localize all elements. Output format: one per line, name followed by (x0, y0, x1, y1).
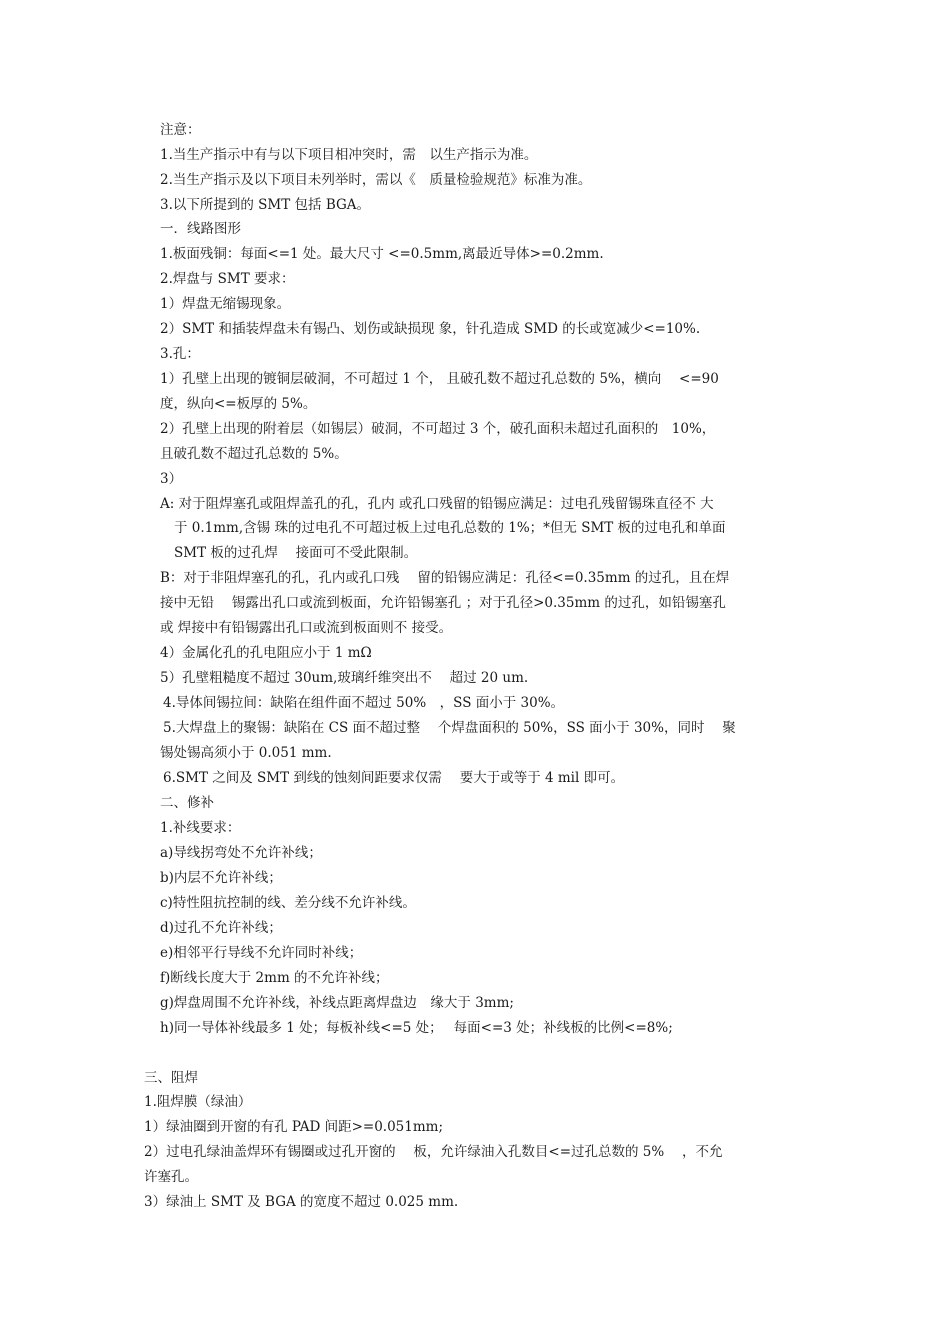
text-line: A: 对于阻焊塞孔或阻焊盖孔的孔，孔内 或孔口残留的铅锡应满足：过电孔残留锡珠直径不 大 (160, 496, 714, 512)
text-line: 3.孔： (160, 346, 200, 362)
text-line: d)过孔不允许补线； (160, 920, 282, 936)
section-heading-2: 二、修补 (160, 795, 214, 811)
text-line: 1）焊盘无缩锡现象。 (160, 296, 291, 312)
text-line: e)相邻平行导线不允许同时补线； (160, 945, 363, 961)
text-line: 接中无铅 锡露出孔口或流到板面，允许铅锡塞孔 ；对于孔径>0.35mm 的过孔，如铅锡塞孔 (160, 595, 726, 611)
text-line: 1.阻焊膜（绿油） (144, 1094, 252, 1110)
text-line: 3） (160, 471, 183, 487)
text-line: 且破孔数不超过孔总数的 5%。 (160, 446, 348, 462)
text-line-note-heading: 注意： (160, 122, 201, 138)
text-line: 度，纵向<=板厚的 5%。 (160, 396, 317, 412)
text-line: 5）孔壁粗糙度不超过 30um,玻璃纤维突出不 超过 20 um. (160, 670, 529, 686)
text-line: 3）绿油上 SMT 及 BGA 的宽度不超过 0.025 mm. (144, 1194, 459, 1210)
text-line-note-3: 3.以下所提到的 SMT 包括 BGA。 (160, 197, 371, 213)
text-line: SMT 板的过孔焊 接面可不受此限制。 (174, 545, 418, 561)
text-line: 锡处锡高须小于 0.051 mm. (160, 745, 332, 761)
text-line: 2.焊盘与 SMT 要求： (160, 271, 295, 287)
text-line-note-1: 1.当生产指示中有与以下项目相冲突时，需 以生产指示为准。 (160, 147, 538, 163)
text-line: 6.SMT 之间及 SMT 到线的蚀刻间距要求仅需 要大于或等于 4 mil 即可。 (163, 770, 625, 786)
text-line: h)同一导体补线最多 1 处；每板补线<=5 处； 每面<=3 处；补线板的比例<=8%; (160, 1020, 673, 1036)
text-line: 1）绿油圈到开窗的有孔 PAD 间距>=0.051mm; (144, 1119, 444, 1135)
text-line: 5.大焊盘上的聚锡：缺陷在 CS 面不超过整 个焊盘面积的 50%，SS 面小于 30%，同时 聚 (163, 720, 736, 736)
text-line: 2）SMT 和插装焊盘未有锡凸、划伤或缺损现 象，针孔造成 SMD 的长或宽减少<=10%. (160, 321, 701, 337)
text-line: 2）过电孔绿油盖焊环有锡圈或过孔开窗的 板，允许绿油入孔数目<=过孔总数的 5% ，不允 (144, 1144, 723, 1160)
text-line: B：对于非阻焊塞孔的孔，孔内或孔口残 留的铅锡应满足：孔径<=0.35mm 的过孔，且在焊 (160, 570, 730, 586)
text-line: g)焊盘周围不允许补线，补线点距离焊盘边 缘大于 3mm; (160, 995, 514, 1011)
section-heading-3: 三、阻焊 (144, 1070, 198, 1086)
text-line: c)特性阻抗控制的线、差分线不允许补线。 (160, 895, 416, 911)
text-line: a)导线拐弯处不允许补线； (160, 845, 322, 861)
text-line: 4.导体间锡拉间：缺陷在组件面不超过 50% ，SS 面小于 30%。 (163, 695, 565, 711)
text-line-note-2: 2.当生产指示及以下项目未列举时，需以《 质量检验规范》标准为准。 (160, 172, 592, 188)
section-heading-1: 一．线路图形 (160, 221, 241, 237)
text-line: 1.补线要求： (160, 820, 241, 836)
text-line: f)断线长度大于 2mm 的不允许补线； (160, 970, 389, 986)
text-line: 2）孔壁上出现的附着层（如锡层）破洞，不可超过 3 个，破孔面积未超过孔面积的 10%， (160, 421, 716, 437)
text-line: 1.板面残铜：每面<=1 处。最大尺寸 <=0.5mm,离最近导体>=0.2mm. (160, 246, 604, 262)
text-line: 于 0.1mm,含锡 珠的过电孔不可超过板上过电孔总数的 1%；*但无 SMT 板的过电孔和单面 (174, 520, 726, 536)
text-line: 或 焊接中有铅锡露出孔口或流到板面则不 接受。 (160, 620, 453, 636)
text-line: 许塞孔。 (144, 1169, 198, 1185)
text-line: 1）孔壁上出现的镀铜层破洞，不可超过 1 个， 且破孔数不超过孔总数的 5%，横向 <=90 (160, 371, 719, 387)
text-line: 4）金属化孔的孔电阻应小于 1 mΩ (160, 645, 372, 661)
text-line: b)内层不允许补线； (160, 870, 282, 886)
